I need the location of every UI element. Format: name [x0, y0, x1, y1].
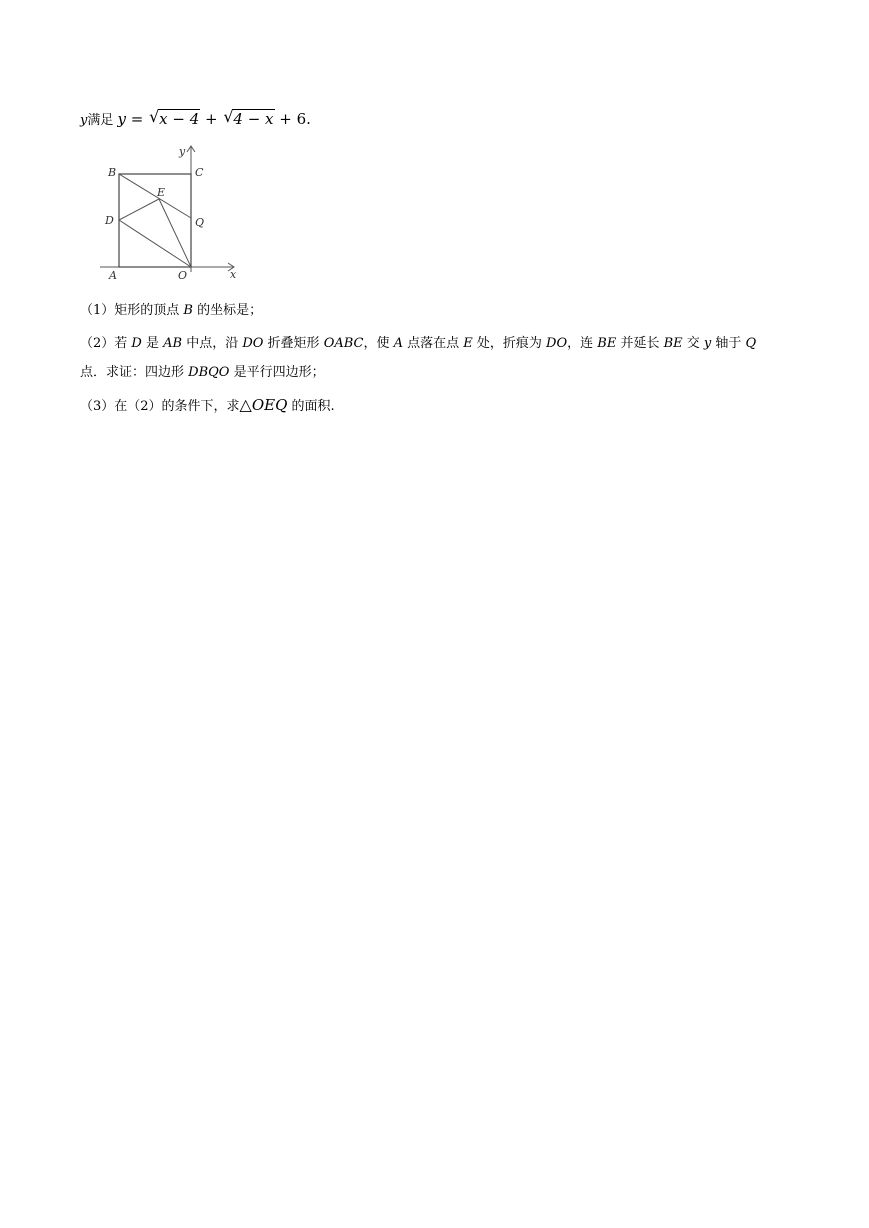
label-e: E	[157, 186, 166, 199]
rectangle-oabc	[119, 174, 191, 267]
q2-text: 是	[141, 336, 164, 351]
eq-equals: =	[130, 110, 144, 128]
q2-text: （2）若	[80, 336, 132, 351]
eq-plus-1: +	[205, 110, 218, 128]
q2-text: 轴于	[711, 336, 746, 351]
eq-radicand-2: 4 − x	[233, 110, 274, 128]
q2-text: 折叠矩形	[263, 336, 324, 351]
question-2-line-1	[80, 335, 756, 353]
q1-prefix: （1）矩形的顶点	[80, 303, 184, 318]
q2-var: BE	[597, 336, 617, 351]
eq-plus-2: + 6	[279, 110, 307, 128]
label-d: D	[105, 214, 114, 227]
eq-sqrt-1: √ x − 4	[149, 107, 200, 128]
eq-end: .	[306, 110, 311, 128]
label-x: x	[230, 268, 237, 281]
label-c: C	[195, 166, 204, 179]
geometry-figure	[96, 142, 246, 282]
q2-var: E	[463, 336, 473, 351]
q2-text: ，使	[363, 336, 394, 351]
q1-var: B	[183, 303, 193, 318]
q3-prefix: （3）在（2）的条件下，求	[80, 399, 240, 414]
q2-var: A	[393, 336, 404, 351]
q2-var: DBQO	[188, 365, 230, 380]
line-de	[119, 199, 159, 220]
q2-var: D	[131, 336, 142, 351]
q1-suffix: 的坐标是；	[192, 303, 263, 318]
q2-text: 是平行四边形；	[229, 365, 325, 380]
q2-text: ，连	[567, 336, 598, 351]
q2-var: AB	[163, 336, 183, 351]
condition-line	[80, 107, 311, 130]
q2-var: BE	[663, 336, 683, 351]
question-2-line-2	[80, 364, 325, 382]
q3-var: OEQ	[251, 396, 288, 414]
q2-text: 交	[682, 336, 704, 351]
eq-sqrt-2: √ 4 − x	[223, 107, 274, 128]
label-q: Q	[195, 216, 205, 229]
q3-suffix: 的面积.	[287, 399, 335, 414]
label-y: y	[179, 145, 186, 158]
figure-svg	[96, 142, 246, 282]
q2-text: 处，折痕为	[472, 336, 547, 351]
q2-text: 点落在点	[403, 336, 464, 351]
label-o: O	[178, 269, 188, 282]
q2-text: 并延长	[616, 336, 664, 351]
q2-text: 中点，沿	[182, 336, 243, 351]
q2-var: DO	[546, 336, 568, 351]
eq-radicand-1: x − 4	[159, 110, 200, 128]
condition-equation	[117, 107, 311, 128]
label-b: B	[108, 166, 117, 179]
line-bq	[119, 174, 191, 218]
triangle-icon: △	[239, 395, 252, 414]
question-1	[80, 302, 262, 320]
q2-var: y	[703, 336, 712, 351]
eq-lhs: y	[117, 110, 126, 128]
condition-var-y: y	[80, 113, 88, 128]
q2-var: Q	[745, 336, 757, 351]
condition-text: 满足	[87, 113, 114, 128]
q2-var: OABC	[323, 336, 364, 351]
label-a: A	[109, 269, 117, 282]
question-3	[80, 396, 335, 416]
q2-text: 点．求证：四边形	[80, 365, 189, 380]
q2-var: DO	[242, 336, 264, 351]
